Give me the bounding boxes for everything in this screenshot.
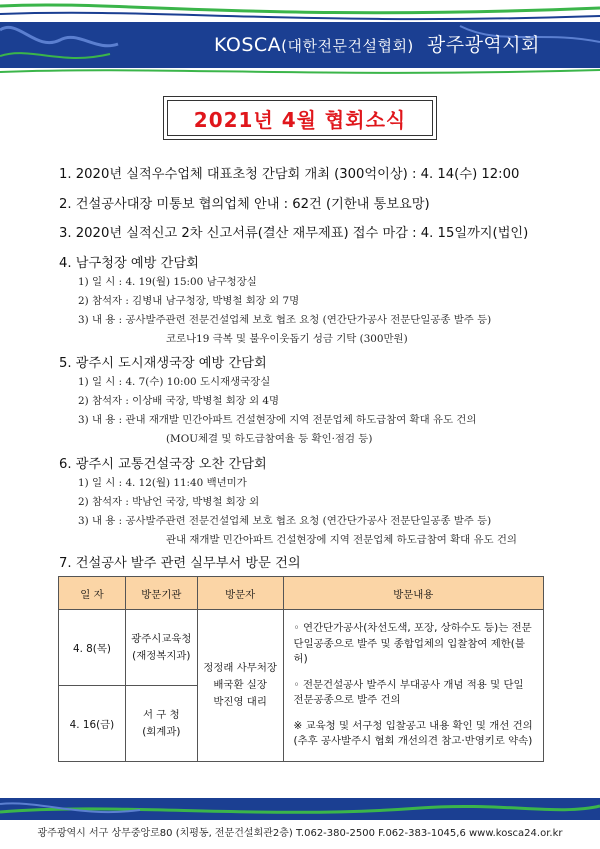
visitor-3: 박진영 대리 (213, 696, 267, 708)
branch-name: 광주광역시회 (426, 34, 540, 56)
item-2: 2. 건설공사대장 미통보 협의업체 안내 : 62건 (기한내 통보요망) (59, 197, 430, 212)
item-4: 4. 남구청장 예방 간담회 (59, 256, 199, 271)
header-title (214, 30, 540, 57)
item-4-content-cont: 코로나19 극복 및 불우이웃돕기 성금 기탁 (300만원) (166, 333, 408, 345)
table-row (59, 610, 544, 686)
item-5-date: 1) 일 시 : 4. 7(수) 10:00 도시재생국장실 (78, 376, 271, 388)
footer-address: 광주광역시 서구 상무중앙로80 (치평동, 전문건설회관2층) T.062-380-2500 F.062-383-1045,6 www.kosca24.or.kr (37, 828, 563, 839)
row-1-org (125, 610, 197, 686)
header-visitor: 방문자 (197, 577, 283, 610)
item-5-content-cont: (MOU체결 및 하도급참여율 등 확인·점검 등) (166, 433, 373, 445)
row-2-org-dept: (회계과) (142, 725, 181, 738)
visitor-2: 배국환 실장 (213, 679, 267, 691)
item-6-attendees: 2) 참석자 : 박남언 국장, 박병철 회장 외 (78, 496, 260, 508)
item-6-content: 3) 내 용 : 공사발주관련 전문건설업체 보호 협조 요청 (연간단가공사 전문단일공종 발주 등) (78, 515, 492, 527)
visitor-1: 정정래 사무처장 (203, 662, 277, 674)
item-6-content-cont: 관내 재개발 민간아파트 건설현장에 지역 전문업체 하도급참여 확대 유도 건의 (166, 534, 517, 546)
item-7: 7. 건설공사 발주 관련 실무부서 방문 건의 (59, 556, 301, 571)
content-note: ※ 교육청 및 서구청 입찰공고 내용 확인 및 개선 건의 (추후 공사발주시 협회 개선의견 참고·반영키로 약속) (293, 719, 533, 748)
visitors-cell (197, 610, 283, 762)
item-5-content: 3) 내 용 : 관내 재개발 민간아파트 건설현장에 지역 전문업체 하도급참여 확대 유도 건의 (78, 414, 477, 426)
item-4-date: 1) 일 시 : 4. 19(월) 15:00 남구청장실 (78, 276, 257, 288)
item-6-date: 1) 일 시 : 4. 12(월) 11:40 백년미가 (78, 477, 247, 489)
row-1-org-dept: (재정복지과) (132, 649, 191, 662)
visit-table (58, 576, 544, 762)
header-date: 일 자 (59, 577, 126, 610)
row-1-date: 4. 8(목) (59, 610, 126, 686)
item-4-content: 3) 내 용 : 공사발주관련 전문건설업체 보호 협조 요청 (연간단가공사 전문단일공종 발주 등) (78, 314, 492, 326)
header-banner (0, 0, 600, 78)
item-1: 1. 2020년 실적우수업체 대표초청 간담회 개최 (300억이상) : 4. 14(수) 12:00 (59, 167, 520, 182)
row-2-org-name: 서 구 청 (142, 708, 180, 721)
item-3: 3. 2020년 실적신고 2차 신고서류(결산 재무제표) 접수 마감 : 4. 15일까지(법인) (59, 226, 529, 241)
table-header-row (59, 577, 544, 610)
newsletter-title-box (163, 96, 437, 140)
item-6: 6. 광주시 교통건설국장 오찬 간담회 (59, 457, 267, 472)
content-bullet-2: ◦ 전문건설공사 발주시 부대공사 개념 적용 및 단일 전문공종으로 발주 건의 (293, 678, 524, 707)
item-5-attendees: 2) 참석자 : 이상배 국장, 박병철 회장 외 4명 (78, 395, 280, 407)
footer-bar (0, 798, 600, 820)
row-2-date: 4. 16(금) (59, 686, 126, 762)
org-name: KOSCA (213, 34, 282, 56)
content-bullet-1: ◦ 연간단가공사(차선도색, 포장, 상하수도 등)는 전문단일공종으로 발주 및 종합업체의 입찰참여 제한(불허) (293, 622, 532, 666)
org-name-full: (대한전문건설협회) (281, 37, 414, 55)
row-2-org (125, 686, 197, 762)
row-1-org-name: 광주시교육청 (131, 632, 192, 645)
header-content: 방문내용 (283, 577, 543, 610)
visit-content-cell (283, 610, 543, 762)
item-4-attendees: 2) 참석자 : 김병내 남구청장, 박병철 회장 외 7명 (78, 295, 300, 307)
header-org: 방문기관 (125, 577, 197, 610)
newsletter-title: 2021년 4월 협회소식 (167, 100, 433, 136)
item-5: 5. 광주시 도시재생국장 예방 간담회 (59, 356, 267, 371)
footer-wave-graphic (0, 798, 600, 820)
